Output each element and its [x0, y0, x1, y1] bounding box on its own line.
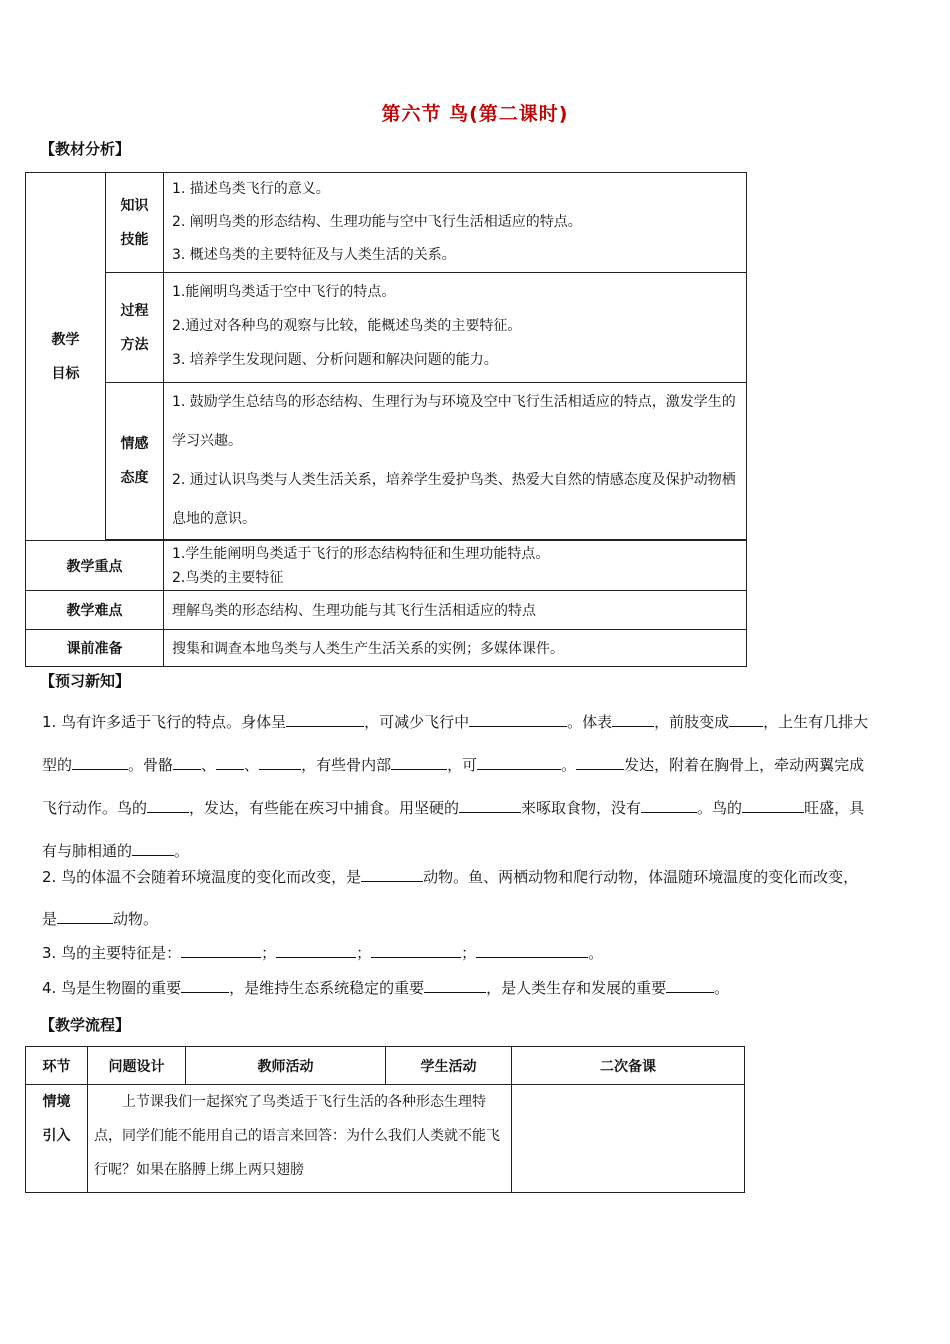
preview-q4: 4. 鸟是生物圈的重要 ，是维持生态系统稳定的重要 ，是人类生存和发展的重要 。	[42, 979, 730, 997]
flow-intro-text: 上节课我们一起探究了鸟类适于飞行生活的各种形态生理特点，同学们能不能用自己的语言来回答：为什么我们人类就不能飞行呢？如果在胳膊上绑上两只翅膀	[88, 1085, 512, 1193]
flow-header-notes: 二次备课	[512, 1047, 745, 1085]
difficulty-label: 教学难点	[26, 591, 164, 630]
preview-q3: 3. 鸟的主要特征是： ； ； ； 。	[42, 944, 604, 962]
section-flow: 【教学流程】	[40, 1016, 131, 1034]
flow-stage-intro: 情境 引入	[26, 1085, 88, 1193]
key-label: 教学重点	[26, 541, 164, 591]
flow-table	[25, 1046, 745, 1193]
goals-table	[25, 172, 747, 667]
page-title: 第六节 鸟(第二课时)	[381, 103, 569, 125]
goal-category-emotion: 情感 态度	[106, 383, 164, 540]
flow-header-teacher: 教师活动	[186, 1047, 386, 1085]
section-analysis: 【教材分析】	[40, 140, 131, 158]
goal-content-emotion: 1. 鼓励学生总结鸟的形态结构、生理行为与环境及空中飞行生活相适应的特点，激发学生的学习兴趣。 2. 通过认识鸟类与人类生活关系，培养学生爱护鸟类、热爱大自然的情感态度及保护动物栖息地的意识。	[164, 383, 747, 540]
preview-q2: 2. 鸟的体温不会随着环境温度的变化而改变，是 动物。鱼、两栖动物和爬行动物，体温随环境温度的变化而改变，是 动物。	[42, 868, 859, 928]
goal-content-knowledge: 1. 描述鸟类飞行的意义。 2. 阐明鸟类的形态结构、生理功能与空中飞行生活相适应的特点。 3. 概述鸟类的主要特征及与人类生活的关系。	[164, 173, 747, 273]
prep-content: 搜集和调查本地鸟类与人类生产生活关系的实例；多媒体课件。	[164, 630, 747, 667]
prep-label: 课前准备	[26, 630, 164, 667]
preview-q1: 1. 鸟有许多适于飞行的特点。身体呈 ，可减少飞行中 。体表 ，前肢变成 ，上生有几排大型的 。骨骼 、 、 ，有些骨内部 ，可 。 发达，附着在胸骨上，牵动两翼完成飞行动作。鸟的 ，发达，有些能在疾习中捕食。用坚硬的 来啄取食物，没有 。鸟的 旺盛，具有与肺相通的 。	[42, 713, 869, 860]
flow-header-student: 学生活动	[386, 1047, 512, 1085]
section-preview: 【预习新知】	[40, 672, 131, 690]
goal-content-process: 1.能阐明鸟类适于空中飞行的特点。 2.通过对各种鸟的观察与比较，能概述鸟类的主要特征。 3. 培养学生发现问题、分析问题和解决问题的能力。	[164, 273, 747, 383]
goal-category-knowledge: 知识 技能	[106, 173, 164, 273]
goals-label: 教学 目标	[26, 173, 106, 541]
flow-notes-cell	[512, 1085, 745, 1193]
flow-header-stage: 环节	[26, 1047, 88, 1085]
goal-category-process: 过程 方法	[106, 273, 164, 383]
key-content: 1.学生能阐明鸟类适于飞行的形态结构特征和生理功能特点。 2.鸟类的主要特征	[164, 541, 747, 591]
flow-header-question: 问题设计	[88, 1047, 186, 1085]
difficulty-content: 理解鸟类的形态结构、生理功能与其飞行生活相适应的特点	[164, 591, 747, 630]
